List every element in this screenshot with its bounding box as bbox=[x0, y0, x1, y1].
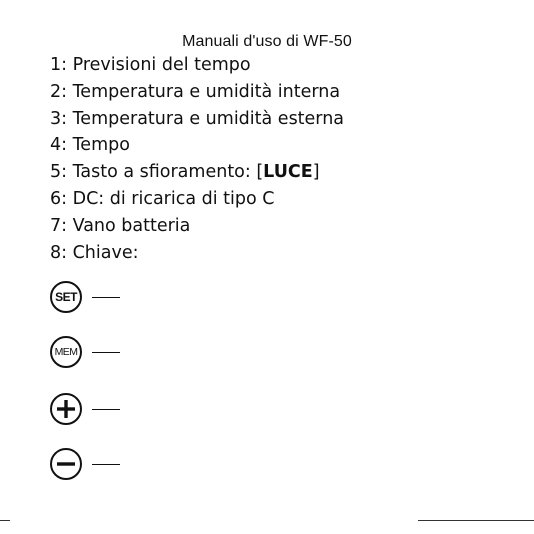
page-title: Manuali d'uso di WF-50 bbox=[182, 33, 352, 50]
mem-key-icon: MEM bbox=[50, 336, 82, 368]
mem-key-row bbox=[50, 336, 120, 368]
set-key-icon: SET bbox=[50, 281, 82, 313]
list-item: 3: Temperatura e umidità esterna bbox=[50, 108, 345, 129]
minus-key-row bbox=[50, 448, 120, 480]
plus-icon bbox=[50, 393, 82, 425]
footer-rule-left bbox=[0, 520, 10, 521]
leader-line bbox=[92, 297, 120, 298]
list-item: 2: Temperatura e umidità interna bbox=[50, 81, 341, 102]
leader-line bbox=[92, 464, 120, 465]
minus-icon bbox=[50, 448, 82, 480]
set-key-row bbox=[50, 281, 120, 313]
list-item: 1: Previsioni del tempo bbox=[50, 55, 251, 75]
footer-rule-right bbox=[418, 520, 534, 521]
leader-line bbox=[92, 352, 120, 353]
list-item: 4: Tempo bbox=[50, 135, 130, 156]
list-item: 8: Chiave: bbox=[50, 242, 139, 263]
list-item: 5: Tasto a sfioramento: [LUCE] bbox=[50, 162, 320, 183]
feature-list bbox=[50, 52, 344, 266]
list-item: 7: Vano batteria bbox=[50, 215, 191, 236]
leader-line bbox=[92, 409, 120, 410]
list-item: 6: DC: di ricarica di tipo C bbox=[50, 188, 275, 209]
plus-key-row bbox=[50, 393, 120, 425]
